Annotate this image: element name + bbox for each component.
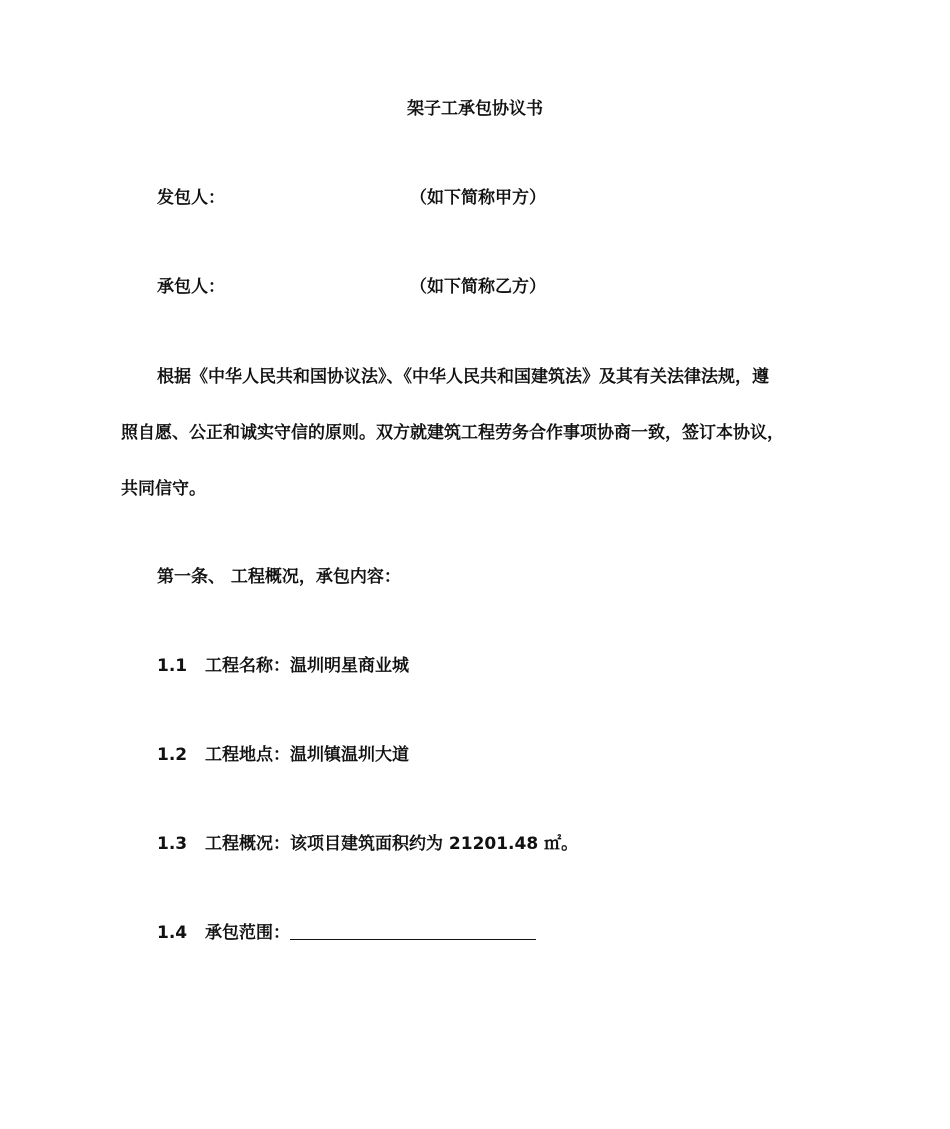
item-text: 承包范围： [205, 923, 290, 943]
item-text: 工程概况：该项目建筑面积约为 21201.48 ㎡。 [205, 834, 579, 854]
item-number: 1.4 [157, 923, 188, 943]
item-number: 1.2 [157, 745, 188, 765]
fill-in-blank-line [290, 921, 536, 940]
document-title: 架子工承包协议书 [407, 99, 543, 119]
item-text: 工程地点：温圳镇温圳大道 [205, 745, 409, 765]
preamble-line-3: 共同信守。 [121, 479, 206, 499]
party-b-label: 承包人： [157, 277, 225, 297]
party-a-label: 发包人： [157, 188, 225, 208]
party-a-note: （如下简称甲方） [410, 188, 546, 208]
item-text: 工程名称：温圳明星商业城 [205, 656, 409, 676]
party-b-note: （如下简称乙方） [410, 277, 546, 297]
scope-item [205, 921, 536, 945]
preamble-line-1: 根据《中华人民共和国协议法》、《中华人民共和国建筑法》及其有关法律法规，遵 [157, 367, 769, 387]
item-number: 1.3 [157, 834, 188, 854]
article-1-heading: 第一条、 工程概况，承包内容： [157, 567, 401, 587]
preamble-line-2: 照自愿、公正和诚实守信的原则。双方就建筑工程劳务合作事项协商一致，签订本协议， [121, 423, 784, 443]
item-number: 1.1 [157, 656, 188, 676]
